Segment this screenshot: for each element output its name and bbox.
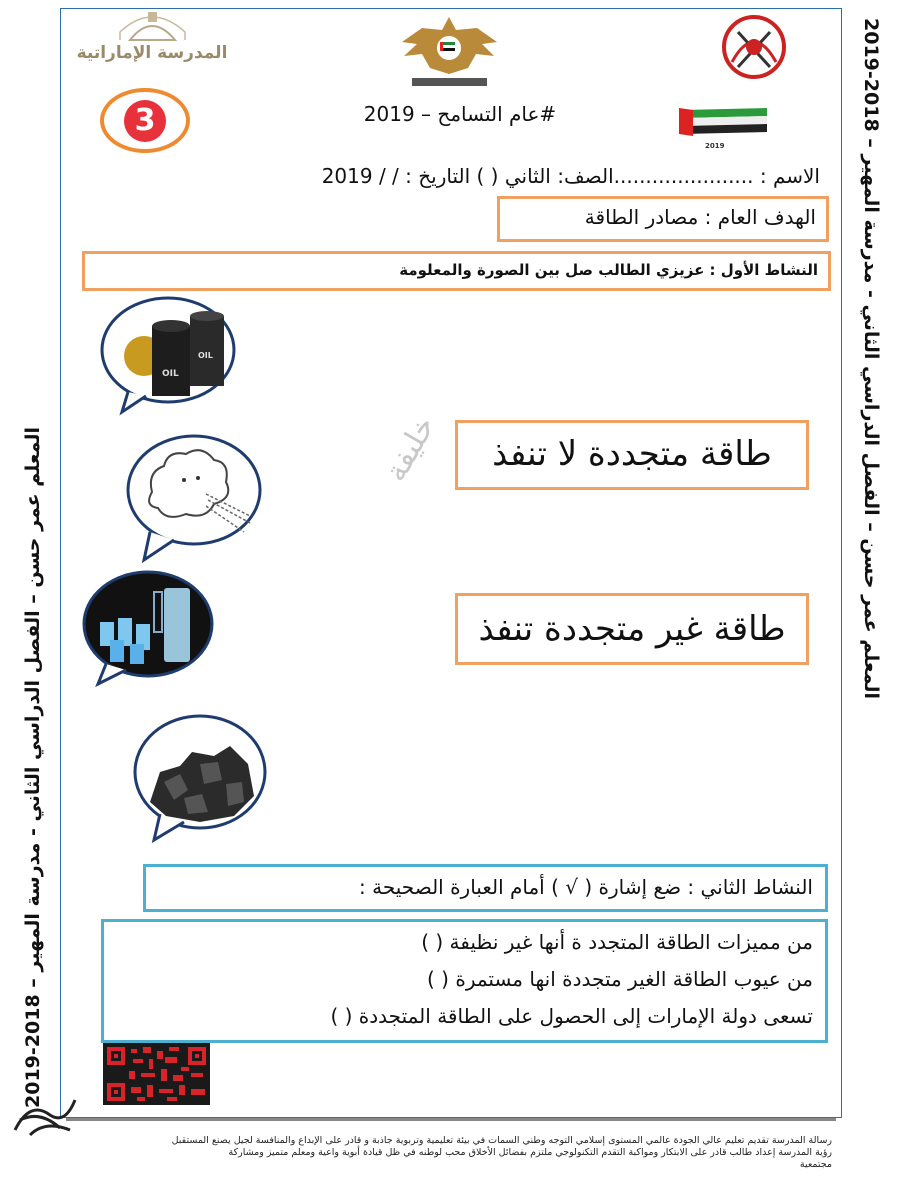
calligraphy-ornament [10,1080,80,1140]
lesson-number-badge [100,88,190,153]
answer-box-renewable[interactable]: طاقة متجددة لا تنفذ [455,420,809,490]
svg-text:OIL: OIL [198,351,213,360]
statement-item[interactable]: من مميزات الطاقة المتجدد ة أنها غير نظيفة ( ) [421,930,813,954]
side-text-right: المعلم عمر حسن – الفصل الدراسي الثاني - مدرسة المهير – 2018-2019 [860,18,882,700]
watermark: خليفة [378,410,443,488]
footer-separator [66,1118,836,1124]
svg-text:2019: 2019 [705,142,725,150]
answer-box-nonrenewable[interactable]: طاقة غير متجددة تنفذ [455,593,809,665]
uae-flag-icon [675,106,770,158]
coal-image[interactable] [130,712,268,842]
footer-line: رسالة المدرسة تقديم تعليم عالي الجودة عالمي المستوى إسلامي التوجه وطني السمات في بيئة تعليمية وتربوية جاذبة و قادر على الإبداع والمنافسة لجيل يصنع المستقبل [171,1135,832,1146]
general-goal: الهدف العام : مصادر الطاقة [497,196,829,242]
school-logo [76,10,228,78]
statement-item[interactable]: من عيوب الطاقة الغير متجددة انها مستمرة ( ) [427,967,813,991]
footer-line: مجتمعية [799,1159,832,1170]
activity2-instruction: النشاط الثاني : ضع إشارة ( √ ) أمام العبارة الصحيحة : [143,864,828,912]
school-logo-text: المدرسة الإماراتية [76,43,228,63]
statements-box [101,919,828,1043]
water-glasses-image[interactable] [80,568,216,686]
student-info-line[interactable]: الاسم : ......................الصف: الثاني ( ) التاريخ : / / 2019 [321,164,820,188]
svg-text:OIL: OIL [162,369,179,379]
year-title: #عام التسامح – 2019 [363,102,557,126]
uae-emblem [392,12,507,92]
statement-item[interactable]: تسعى دولة الإمارات إلى الحصول على الطاقة المتجددة ( ) [330,1004,813,1028]
oil-barrels-image[interactable] [100,296,240,416]
activity1-instruction: النشاط الأول : عزيزي الطالب صل بين الصورة والمعلومة [82,251,831,291]
abu-dhabi-emblem [718,12,790,82]
badge-number: 3 [124,100,166,142]
wind-cloud-image[interactable] [122,432,264,564]
footer-line: رؤية المدرسة إعداد طالب قادر على الابتكار ومواكبة التقدم التكنولوجي ملتزم بفضائل الأخلاق محب لوطنه في ظل قيادة أبوية واعية ومعلم متميز ومشاركة [228,1147,832,1158]
school-mission-footer [70,1135,832,1171]
side-text-left: المعلم عمر حسن – الفصل الدراسي الثاني - مدرسة المهير – 2018-2019 [22,426,44,1108]
qr-code[interactable] [103,1043,210,1105]
